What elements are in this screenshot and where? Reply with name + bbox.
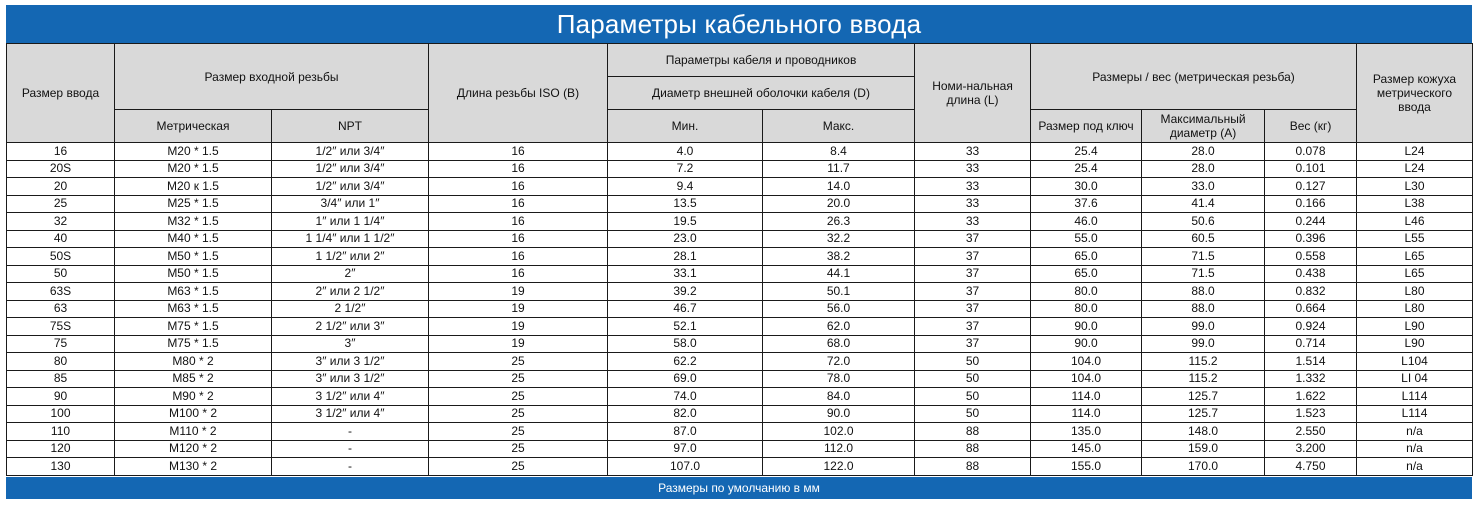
cell-shroud-size: L104 (1357, 353, 1473, 371)
cell-metric-thread: M63 * 1.5 (115, 300, 272, 318)
cell-wrench-size: 104.0 (1031, 353, 1142, 371)
cell-min-diameter: 33.1 (608, 265, 763, 283)
header-weight: Вес (кг) (1265, 110, 1357, 143)
cell-max-outer-diameter: 115.2 (1142, 370, 1265, 388)
cell-max-outer-diameter: 88.0 (1142, 283, 1265, 301)
cell-max-outer-diameter: 125.7 (1142, 405, 1265, 423)
cell-iso-length: 25 (429, 353, 608, 371)
cell-min-diameter: 74.0 (608, 388, 763, 406)
cell-entry-size: 75 (7, 335, 115, 353)
cell-wrench-size: 104.0 (1031, 370, 1142, 388)
table-row (7, 283, 1473, 301)
header-outer-diameter: Диаметр внешней оболочки кабеля (D) (608, 77, 915, 110)
cell-wrench-size: 65.0 (1031, 265, 1142, 283)
cell-nominal-length: 37 (915, 248, 1031, 266)
header-thread-size: Размер входной резьбы (115, 44, 429, 110)
table-row (7, 300, 1473, 318)
page-title: Параметры кабельного ввода (6, 5, 1472, 43)
cell-iso-length: 19 (429, 300, 608, 318)
cell-weight: 1.332 (1265, 370, 1357, 388)
cable-gland-parameters-sheet (6, 5, 1472, 504)
cell-nominal-length: 33 (915, 143, 1031, 161)
table-row (7, 318, 1473, 336)
header-wrench: Размер под ключ (1031, 110, 1142, 143)
cell-min-diameter: 28.1 (608, 248, 763, 266)
cell-entry-size: 16 (7, 143, 115, 161)
cell-iso-length: 16 (429, 160, 608, 178)
cell-npt-thread: 3 1/2″ или 4″ (272, 388, 429, 406)
table-row (7, 440, 1473, 458)
cell-max-diameter: 122.0 (763, 458, 915, 476)
table-row (7, 335, 1473, 353)
parameters-table (6, 43, 1473, 476)
cell-entry-size: 63S (7, 283, 115, 301)
cell-entry-size: 63 (7, 300, 115, 318)
cell-shroud-size: L46 (1357, 213, 1473, 231)
cell-max-outer-diameter: 33.0 (1142, 178, 1265, 196)
cell-iso-length: 25 (429, 458, 608, 476)
table-row (7, 213, 1473, 231)
cell-metric-thread: M50 * 1.5 (115, 248, 272, 266)
cell-max-outer-diameter: 99.0 (1142, 335, 1265, 353)
cell-npt-thread: - (272, 440, 429, 458)
cell-wrench-size: 25.4 (1031, 160, 1142, 178)
table-row (7, 405, 1473, 423)
cell-min-diameter: 58.0 (608, 335, 763, 353)
cell-shroud-size: L90 (1357, 318, 1473, 336)
cell-iso-length: 16 (429, 230, 608, 248)
cell-metric-thread: M75 * 1.5 (115, 335, 272, 353)
table-row (7, 265, 1473, 283)
cell-shroud-size: L24 (1357, 160, 1473, 178)
cell-entry-size: 20 (7, 178, 115, 196)
cell-metric-thread: M90 * 2 (115, 388, 272, 406)
cell-nominal-length: 33 (915, 195, 1031, 213)
cell-weight: 3.200 (1265, 440, 1357, 458)
header-metric: Метрическая (115, 110, 272, 143)
cell-max-diameter: 112.0 (763, 440, 915, 458)
table-header (7, 44, 1473, 143)
header-max: Макс. (763, 110, 915, 143)
cell-metric-thread: M80 * 2 (115, 353, 272, 371)
header-dims-weight: Размеры / вес (метрическая резьба) (1031, 44, 1357, 110)
cell-entry-size: 90 (7, 388, 115, 406)
cell-min-diameter: 46.7 (608, 300, 763, 318)
cell-max-outer-diameter: 41.4 (1142, 195, 1265, 213)
cell-wrench-size: 55.0 (1031, 230, 1142, 248)
cell-min-diameter: 13.5 (608, 195, 763, 213)
cell-min-diameter: 97.0 (608, 440, 763, 458)
cell-max-diameter: 84.0 (763, 388, 915, 406)
cell-nominal-length: 37 (915, 300, 1031, 318)
cell-iso-length: 25 (429, 405, 608, 423)
cell-wrench-size: 25.4 (1031, 143, 1142, 161)
cell-iso-length: 19 (429, 283, 608, 301)
cell-max-diameter: 68.0 (763, 335, 915, 353)
table-row (7, 370, 1473, 388)
cell-shroud-size: L30 (1357, 178, 1473, 196)
cell-shroud-size: L24 (1357, 143, 1473, 161)
cell-entry-size: 85 (7, 370, 115, 388)
cell-metric-thread: M50 * 1.5 (115, 265, 272, 283)
cell-min-diameter: 4.0 (608, 143, 763, 161)
cell-wrench-size: 37.6 (1031, 195, 1142, 213)
cell-nominal-length: 88 (915, 440, 1031, 458)
cell-metric-thread: M100 * 2 (115, 405, 272, 423)
cell-npt-thread: 1″ или 1 1/4″ (272, 213, 429, 231)
header-npt: NPT (272, 110, 429, 143)
cell-wrench-size: 80.0 (1031, 300, 1142, 318)
cell-iso-length: 25 (429, 388, 608, 406)
table-row (7, 388, 1473, 406)
cell-nominal-length: 50 (915, 353, 1031, 371)
cell-metric-thread: M110 * 2 (115, 423, 272, 441)
cell-shroud-size: L90 (1357, 335, 1473, 353)
cell-entry-size: 50S (7, 248, 115, 266)
cell-max-diameter: 72.0 (763, 353, 915, 371)
cell-nominal-length: 37 (915, 265, 1031, 283)
cell-iso-length: 19 (429, 318, 608, 336)
cell-npt-thread: 1 1/2″ или 2″ (272, 248, 429, 266)
cell-metric-thread: M20 к 1.5 (115, 178, 272, 196)
cell-weight: 0.078 (1265, 143, 1357, 161)
cell-max-outer-diameter: 71.5 (1142, 248, 1265, 266)
cell-metric-thread: M85 * 2 (115, 370, 272, 388)
cell-metric-thread: M75 * 1.5 (115, 318, 272, 336)
cell-nominal-length: 88 (915, 423, 1031, 441)
header-nominal-length: Номи-нальная длина (L) (915, 44, 1031, 143)
cell-weight: 2.550 (1265, 423, 1357, 441)
cell-weight: 1.514 (1265, 353, 1357, 371)
cell-iso-length: 16 (429, 265, 608, 283)
cell-shroud-size: L65 (1357, 248, 1473, 266)
cell-wrench-size: 30.0 (1031, 178, 1142, 196)
cell-min-diameter: 87.0 (608, 423, 763, 441)
cell-max-outer-diameter: 88.0 (1142, 300, 1265, 318)
cell-max-diameter: 20.0 (763, 195, 915, 213)
header-iso-length: Длина резьбы ISO (B) (429, 44, 608, 143)
cell-metric-thread: M120 * 2 (115, 440, 272, 458)
cell-weight: 0.832 (1265, 283, 1357, 301)
cell-max-outer-diameter: 148.0 (1142, 423, 1265, 441)
cell-iso-length: 16 (429, 195, 608, 213)
cell-entry-size: 110 (7, 423, 115, 441)
cell-shroud-size: LI 04 (1357, 370, 1473, 388)
cell-iso-length: 25 (429, 370, 608, 388)
cell-max-outer-diameter: 28.0 (1142, 143, 1265, 161)
cell-max-outer-diameter: 50.6 (1142, 213, 1265, 231)
cell-wrench-size: 155.0 (1031, 458, 1142, 476)
header-entry-size: Размер ввода (7, 44, 115, 143)
cell-min-diameter: 69.0 (608, 370, 763, 388)
cell-entry-size: 100 (7, 405, 115, 423)
header-min: Мин. (608, 110, 763, 143)
cell-max-diameter: 14.0 (763, 178, 915, 196)
cell-weight: 0.244 (1265, 213, 1357, 231)
cell-npt-thread: 1/2″ или 3/4″ (272, 160, 429, 178)
cell-wrench-size: 114.0 (1031, 405, 1142, 423)
header-shroud: Размер кожуха метрического ввода (1357, 44, 1473, 143)
cell-npt-thread: 2″ (272, 265, 429, 283)
cell-max-diameter: 26.3 (763, 213, 915, 231)
table-row (7, 143, 1473, 161)
cell-shroud-size: L38 (1357, 195, 1473, 213)
cell-entry-size: 32 (7, 213, 115, 231)
cell-weight: 1.523 (1265, 405, 1357, 423)
cell-min-diameter: 7.2 (608, 160, 763, 178)
cell-npt-thread: 2 1/2″ (272, 300, 429, 318)
cell-shroud-size: L114 (1357, 405, 1473, 423)
cell-shroud-size: n/a (1357, 458, 1473, 476)
cell-max-diameter: 32.2 (763, 230, 915, 248)
cell-metric-thread: M20 * 1.5 (115, 143, 272, 161)
cell-npt-thread: 2″ или 2 1/2″ (272, 283, 429, 301)
table-row (7, 423, 1473, 441)
cell-max-outer-diameter: 115.2 (1142, 353, 1265, 371)
cell-weight: 4.750 (1265, 458, 1357, 476)
cell-nominal-length: 50 (915, 370, 1031, 388)
cell-npt-thread: 1 1/4″ или 1 1/2″ (272, 230, 429, 248)
cell-iso-length: 16 (429, 213, 608, 231)
cell-iso-length: 16 (429, 178, 608, 196)
cell-max-outer-diameter: 60.5 (1142, 230, 1265, 248)
cell-min-diameter: 82.0 (608, 405, 763, 423)
cell-weight: 0.438 (1265, 265, 1357, 283)
cell-wrench-size: 135.0 (1031, 423, 1142, 441)
cell-entry-size: 130 (7, 458, 115, 476)
cell-entry-size: 120 (7, 440, 115, 458)
cell-npt-thread: - (272, 458, 429, 476)
cell-shroud-size: L80 (1357, 283, 1473, 301)
cell-min-diameter: 9.4 (608, 178, 763, 196)
cell-npt-thread: 2 1/2″ или 3″ (272, 318, 429, 336)
cell-npt-thread: 3″ (272, 335, 429, 353)
cell-min-diameter: 62.2 (608, 353, 763, 371)
cell-max-diameter: 11.7 (763, 160, 915, 178)
cell-max-diameter: 62.0 (763, 318, 915, 336)
cell-max-diameter: 102.0 (763, 423, 915, 441)
cell-max-outer-diameter: 170.0 (1142, 458, 1265, 476)
cell-min-diameter: 39.2 (608, 283, 763, 301)
cell-metric-thread: M32 * 1.5 (115, 213, 272, 231)
cell-max-diameter: 78.0 (763, 370, 915, 388)
cell-entry-size: 80 (7, 353, 115, 371)
header-max-diameter: Максимальный диаметр (A) (1142, 110, 1265, 143)
table-row (7, 248, 1473, 266)
cell-wrench-size: 80.0 (1031, 283, 1142, 301)
cell-iso-length: 25 (429, 423, 608, 441)
cell-max-diameter: 56.0 (763, 300, 915, 318)
table-row (7, 178, 1473, 196)
cell-wrench-size: 46.0 (1031, 213, 1142, 231)
cell-min-diameter: 19.5 (608, 213, 763, 231)
cell-shroud-size: n/a (1357, 440, 1473, 458)
cell-min-diameter: 107.0 (608, 458, 763, 476)
cell-weight: 0.166 (1265, 195, 1357, 213)
cell-max-outer-diameter: 28.0 (1142, 160, 1265, 178)
cell-nominal-length: 50 (915, 405, 1031, 423)
cell-entry-size: 20S (7, 160, 115, 178)
cell-npt-thread: 3 1/2″ или 4″ (272, 405, 429, 423)
cell-max-outer-diameter: 71.5 (1142, 265, 1265, 283)
cell-metric-thread: M63 * 1.5 (115, 283, 272, 301)
cell-nominal-length: 50 (915, 388, 1031, 406)
cell-max-outer-diameter: 125.7 (1142, 388, 1265, 406)
cell-weight: 0.101 (1265, 160, 1357, 178)
header-cable-params: Параметры кабеля и проводников (608, 44, 915, 77)
cell-nominal-length: 37 (915, 283, 1031, 301)
cell-shroud-size: L55 (1357, 230, 1473, 248)
cell-weight: 0.924 (1265, 318, 1357, 336)
cell-npt-thread: 3/4″ или 1″ (272, 195, 429, 213)
cell-entry-size: 50 (7, 265, 115, 283)
cell-npt-thread: 3″ или 3 1/2″ (272, 370, 429, 388)
cell-wrench-size: 90.0 (1031, 335, 1142, 353)
cell-max-diameter: 8.4 (763, 143, 915, 161)
cell-max-diameter: 38.2 (763, 248, 915, 266)
cell-nominal-length: 33 (915, 213, 1031, 231)
cell-npt-thread: 1/2″ или 3/4″ (272, 178, 429, 196)
cell-shroud-size: n/a (1357, 423, 1473, 441)
cell-weight: 0.664 (1265, 300, 1357, 318)
cell-shroud-size: L80 (1357, 300, 1473, 318)
cell-entry-size: 40 (7, 230, 115, 248)
cell-nominal-length: 33 (915, 160, 1031, 178)
cell-nominal-length: 33 (915, 178, 1031, 196)
cell-wrench-size: 90.0 (1031, 318, 1142, 336)
cell-iso-length: 16 (429, 143, 608, 161)
cell-entry-size: 25 (7, 195, 115, 213)
cell-max-diameter: 44.1 (763, 265, 915, 283)
cell-weight: 0.396 (1265, 230, 1357, 248)
cell-npt-thread: 3″ или 3 1/2″ (272, 353, 429, 371)
cell-metric-thread: M40 * 1.5 (115, 230, 272, 248)
cell-metric-thread: M130 * 2 (115, 458, 272, 476)
cell-metric-thread: M25 * 1.5 (115, 195, 272, 213)
cell-weight: 0.127 (1265, 178, 1357, 196)
cell-wrench-size: 145.0 (1031, 440, 1142, 458)
cell-max-diameter: 50.1 (763, 283, 915, 301)
cell-wrench-size: 65.0 (1031, 248, 1142, 266)
cell-nominal-length: 37 (915, 335, 1031, 353)
cell-metric-thread: M20 * 1.5 (115, 160, 272, 178)
table-body (7, 143, 1473, 476)
cell-min-diameter: 52.1 (608, 318, 763, 336)
cell-max-outer-diameter: 159.0 (1142, 440, 1265, 458)
cell-weight: 0.558 (1265, 248, 1357, 266)
table-row (7, 195, 1473, 213)
cell-max-diameter: 90.0 (763, 405, 915, 423)
cell-entry-size: 75S (7, 318, 115, 336)
cell-npt-thread: - (272, 423, 429, 441)
cell-weight: 1.622 (1265, 388, 1357, 406)
cell-wrench-size: 114.0 (1031, 388, 1142, 406)
cell-min-diameter: 23.0 (608, 230, 763, 248)
cell-npt-thread: 1/2″ или 3/4″ (272, 143, 429, 161)
cell-iso-length: 16 (429, 248, 608, 266)
cell-iso-length: 19 (429, 335, 608, 353)
cell-nominal-length: 37 (915, 318, 1031, 336)
table-row (7, 458, 1473, 476)
table-row (7, 353, 1473, 371)
table-row (7, 160, 1473, 178)
footer-note: Размеры по умолчанию в мм (6, 477, 1472, 499)
cell-shroud-size: L65 (1357, 265, 1473, 283)
cell-weight: 0.714 (1265, 335, 1357, 353)
cell-iso-length: 25 (429, 440, 608, 458)
cell-max-outer-diameter: 99.0 (1142, 318, 1265, 336)
cell-shroud-size: L114 (1357, 388, 1473, 406)
table-row (7, 230, 1473, 248)
cell-nominal-length: 37 (915, 230, 1031, 248)
cell-nominal-length: 88 (915, 458, 1031, 476)
